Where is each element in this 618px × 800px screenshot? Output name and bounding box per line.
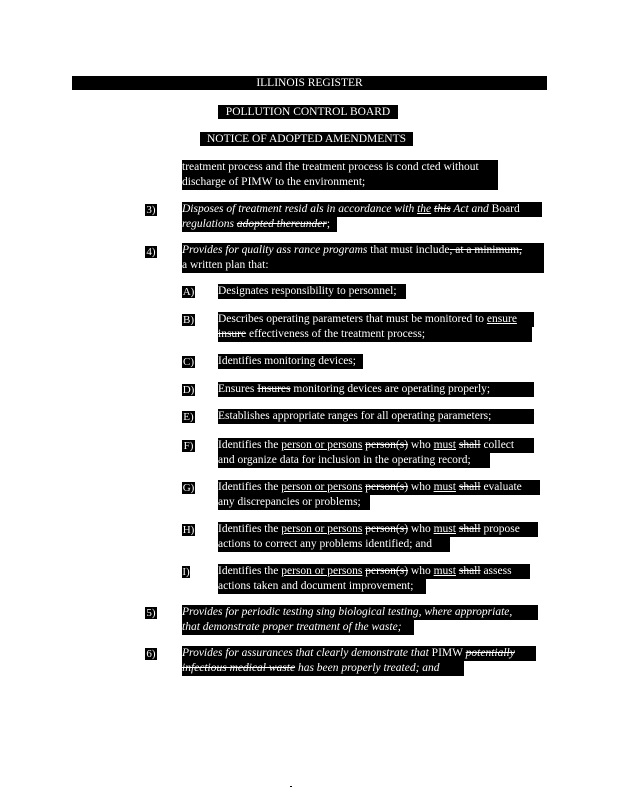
item-marker-C: C) — [183, 356, 194, 368]
intro-line-2: discharge of PIMW to the environment; — [182, 175, 498, 190]
item-I-line-2: actions taken and document improvement; — [218, 579, 426, 594]
item-5-line-1 — [182, 605, 538, 620]
item-I-text-a: Identifies the — [218, 565, 282, 577]
item-B-deleted-insure: insure — [218, 328, 247, 340]
item-3-text-board: Board — [488, 203, 520, 215]
notice-header: NOTICE OF ADOPTED AMENDMENTS — [200, 132, 413, 146]
item-marker-3: 3) — [146, 204, 156, 216]
item-marker-A: A) — [182, 286, 195, 298]
register-header: ILLINOIS REGISTER — [72, 76, 547, 90]
item-5-line-2 — [182, 620, 414, 635]
item-3-deleted-adopted: adopted thereunder — [236, 218, 327, 230]
item-H-deleted-persons: person(s) — [365, 523, 409, 535]
item-3-semicolon: ; — [326, 218, 331, 230]
item-D-text-a: Ensures — [218, 383, 258, 395]
item-6-line-2 — [182, 661, 464, 676]
item-6-deleted-infectious: infectious medical waste — [182, 662, 296, 674]
item-5-text-1: Provides for periodic testing sing biological testing, where appropriate, — [182, 606, 513, 618]
item-B-inserted-ensure: ensure — [486, 313, 517, 325]
item-marker-G: G) — [182, 482, 195, 494]
item-I-deleted-shall: shall — [458, 565, 481, 577]
item-4-line-2: a written plan that: — [182, 258, 544, 273]
item-marker-5: 5) — [146, 607, 156, 619]
item-I-line-1 — [218, 564, 530, 579]
item-F-line-1 — [218, 438, 534, 453]
item-D-deleted-insures: Insures — [257, 383, 291, 395]
item-3-text-a: Disposes of treatment resid als in accordance with — [182, 203, 418, 215]
item-H-text-end: propose — [480, 523, 520, 535]
item-H-inserted-must: must — [433, 523, 456, 535]
item-E-line-1: Establishes appropriate ranges for all operating parameters; — [218, 409, 534, 424]
item-H-deleted-shall: shall — [458, 523, 481, 535]
item-6-text-pimw: PIMW — [431, 647, 463, 659]
item-H-inserted-persons: person or persons — [281, 523, 363, 535]
item-marker-H: H) — [182, 524, 195, 536]
item-B-line-1 — [218, 312, 534, 327]
item-G-inserted-must: must — [433, 481, 456, 493]
item-F-text-who: who — [408, 439, 434, 451]
item-H-text-a: Identifies the — [218, 523, 282, 535]
board-header: POLLUTION CONTROL BOARD — [218, 105, 398, 119]
item-A-line-1: Designates responsibility to personnel; — [218, 284, 406, 299]
item-F-text-a: Identifies the — [218, 439, 282, 451]
item-F-text-end: collect — [480, 439, 515, 451]
item-F-inserted-must: must — [433, 439, 456, 451]
item-6-text-b: has been properly treated; and — [295, 662, 440, 674]
item-3-text-regulations: regulations — [182, 218, 234, 230]
item-4-deleted-minimum: , at a minimum, — [449, 244, 522, 256]
item-I-inserted-persons: person or persons — [281, 565, 363, 577]
item-B-text-b: effectiveness of the treatment process; — [246, 328, 426, 340]
item-marker-D: D) — [182, 384, 195, 396]
item-G-line-2: any discrepancies or problems; — [218, 495, 370, 510]
item-F-deleted-persons: person(s) — [365, 439, 409, 451]
item-3-line-1 — [182, 202, 542, 217]
item-C-line-1: Identifies monitoring devices; — [218, 354, 363, 369]
scan-speck — [290, 786, 292, 787]
item-I-deleted-persons: person(s) — [365, 565, 409, 577]
item-4-line-1 — [182, 243, 544, 258]
item-6-line-1 — [182, 646, 536, 661]
item-F-deleted-shall: shall — [458, 439, 481, 451]
item-marker-E: E) — [183, 411, 194, 423]
item-G-text-end: evaluate — [480, 481, 522, 493]
item-4-text-b: that must include — [367, 244, 450, 256]
item-marker-6: 6) — [146, 648, 156, 660]
item-I-text-end: assess — [480, 565, 512, 577]
item-H-line-2: actions to correct any problems identified; and — [218, 537, 450, 552]
item-6-deleted-potentially: potentially — [465, 647, 515, 659]
item-G-inserted-persons: person or persons — [281, 481, 363, 493]
item-G-line-1 — [218, 480, 540, 495]
item-3-inserted-the: the — [417, 203, 432, 215]
item-4-text-a: Provides for quality ass rance programs — [182, 244, 368, 256]
item-F-line-2: and organize data for inclusion in the operating record; — [218, 453, 490, 468]
intro-line-1: treatment process and the treatment process is cond cted without — [182, 160, 498, 175]
item-6-text-a: Provides for assurances that clearly demonstrate that — [182, 647, 432, 659]
item-I-inserted-must: must — [433, 565, 456, 577]
item-5-text-2: that demonstrate proper treatment of the waste; — [182, 621, 402, 633]
item-I-text-who: who — [408, 565, 434, 577]
item-B-text-a: Describes operating parameters that must be monitored to — [218, 313, 487, 325]
item-marker-4: 4) — [146, 246, 156, 258]
item-3-line-2 — [182, 217, 337, 232]
item-3-text-act: Act and — [450, 203, 489, 215]
item-G-deleted-persons: person(s) — [365, 481, 409, 493]
item-G-text-who: who — [408, 481, 434, 493]
item-D-line-1 — [218, 382, 534, 397]
item-F-inserted-persons: person or persons — [281, 439, 363, 451]
item-marker-I: I) — [182, 566, 190, 578]
item-H-text-who: who — [408, 523, 434, 535]
item-marker-B: B) — [183, 314, 194, 326]
item-3-deleted-this: this — [434, 203, 451, 215]
item-marker-F: F) — [183, 440, 194, 452]
item-G-text-a: Identifies the — [218, 481, 282, 493]
item-H-line-1 — [218, 522, 538, 537]
item-G-deleted-shall: shall — [458, 481, 481, 493]
item-D-text-c: monitoring devices are operating properly; — [290, 383, 491, 395]
item-B-line-2 — [218, 327, 532, 342]
